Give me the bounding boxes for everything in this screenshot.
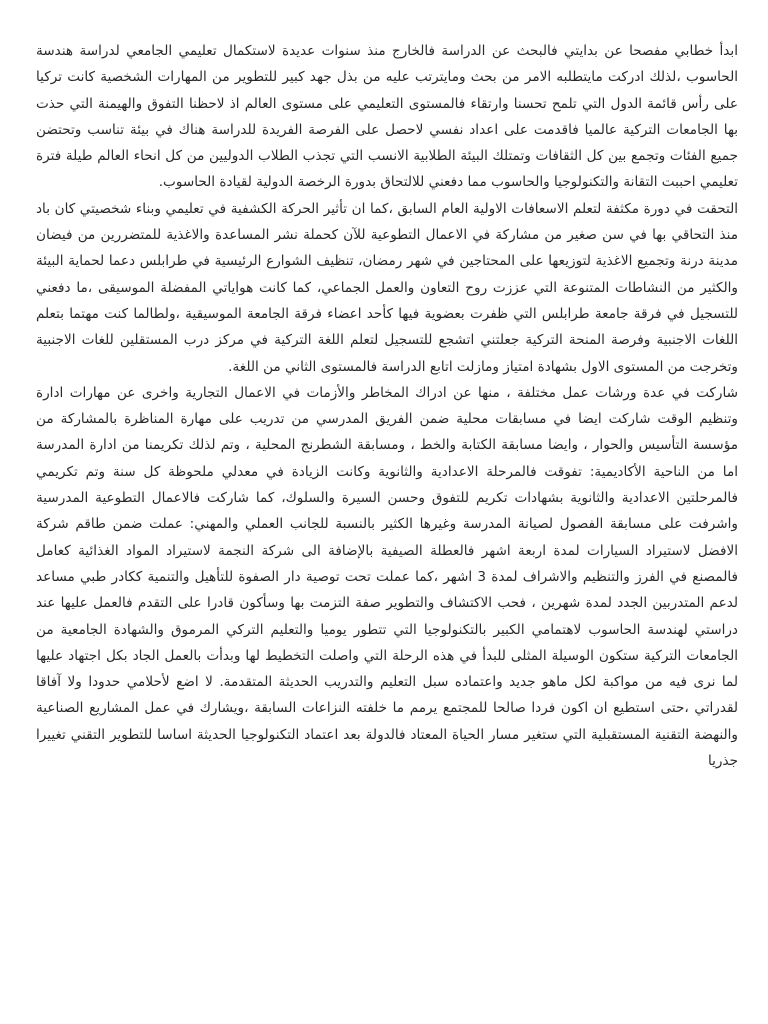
paragraph-activities: التحقت في دورة مكثفة لتعلم الاسعافات الاولية العام السابق ،كما ان تأثير الحركة الكشفية في تعليمي وبناء شخصيتي كان باد منذ التحاقي بها في سن صغير من مشاركة في الاعمال التطوعية للآن كحملة نشر المساعدة والاغذية للمتضررين من فيضان مدينة درنة وتجميع الاغذية لتوزيعها على المحتاجين في شهر رمضان، تنظيف الشوارع الرئيسية في طرابلس دعما لحماية البيئة والكثير من النشاطات المتنوعة التي عززت روح التعاون والعمل الجماعي، كما كانت هواياتي المفضلة الموسيقى ،ما دفعني للتسجيل في فرقة جامعة طرابلس التي ظفرت بعضوية فيها كأحد اعضاء فرقة الجامعة الموسيقية ،ولطالما كنت مهتما بتعلم اللغات الاجنبية وفرصة المنحة التركية جعلتني اتشجع للتسجيل لتعلم اللغة التركية في مركز درب المستقلين للغات الاجنبية وتخرجت من المستوى الاول بشهادة امتياز ومازلت اتابع الدراسة فالمستوى الثاني من اللغة. xyxy=(36,200,738,375)
paragraph-experience: شاركت في عدة ورشات عمل مختلفة ، منها عن ادراك المخاطر والأزمات في الاعمال التجارية واخرى عن مهارات ادارة وتنظيم الوقت شاركت ايضا في مسابقات محلية ضمن الفريق المدرسي من تدريب على مهارة المناظرة بالمشاركة من مؤسسة التأسيس والحوار ، وايضا مسابقة الكتابة والخط ، ومسابقة الشطرنج المحلية ، وتم لذلك تكريمنا من ادارة المدرسة اما من الناحية الأكاديمية: تفوقت فالمرحلة الاعدادية والثانوية وكانت الزيادة في معدلي ملحوظة كل سنة وتم تكريمي فالمرحلتين الاعدادية والثانوية بشهادات تكريم للتفوق وحسن السيرة والسلوك، كما شاركت فالاعمال التطوعية المدرسية واشرفت على مسابقة الفصول لصيانة المدرسة وغيرها الكثير بالنسبة للجانب العملي والمهني: عملت ضمن طاقم شركة الافضل لاستيراد السيارات لمدة اربعة اشهر فالعطلة الصيفية بالإضافة الى شركة النجمة لاستيراد المواد الغذائية كعامل فالمصنع في الفرز والتنظيم والاشراف لمدة 3 اشهر ،كما عملت تحت توصية دار الصفوة للتأهيل والتنمية ككادر طبي مساعد لدعم المتدربين الجدد لمدة شهرين ، فحب الاكتشاف والتطوير صفة التزمت بها وسأكون قادرا على التقدم فالعمل عليها عند دراستي لهندسة الحاسوب لاهتمامي الكبير بالتكنولوجيا التي تتطور يوميا والتعليم التركي المرموق والشهادة الجامعية من الجامعات التركية ستكون الوسيلة المثلى للبدأ في هذه الرحلة التي واصلت التخطيط لها وبدأت بالعمل الجاد بكل اجتهاد عليها لما نرى فيه من مواكبة لكل ماهو جديد واعتماده سبل التعليم والتدريب الحديثة المتقدمة. لا اضع لأحلامي حدودا ولا آفاقا لقدراتي ،حتى استطيع ان اكون فردا صالحا للمجتمع يرمم ما خلفته النزاعات السابقة ،ويشارك في عمل المشاريع الصناعية والنهضة التقنية المستقبلية التي ستغير مسار الحياة المعتاد فالدولة بعد اعتماد التكنولوجيا الحديثة اساسا للتطوير التقني تغييرا جذريا xyxy=(36,384,738,770)
paragraph-introduction: ابدأ خطابي مفصحا عن بدايتي فالبحث عن الدراسة فالخارج منذ سنوات عديدة لاستكمال تعليمي الجامعي لدراسة هندسة الحاسوب ،لذلك ادركت مايتطلبه الامر من بحث ومايترتب عليه من بذل جهد كبير للتطوير من المهارات الشخصية كانت تركيا على رأس قائمة الدول التي تلمح تحسنا وارتقاء فالمستوى التعليمي على مستوى العالم اذ لاحظنا التفوق والهيمنة التي حذت بها الجامعات التركية عالميا فاقدمت على اعداد نفسي لاحصل على الفرصة الفريدة للدراسة هناك في بيئة تناسب وتحتضن جميع الفئات وتجمع بين كل الثقافات وتمتلك البيئة الطلابية الانسب التي تجذب الطلاب الدوليين من كل انحاء العالم طيلة فترة تعليمي احببت التقانة والتكنولوجيا والحاسوب مما دفعني للالتحاق بدورة الرخصة الدولية لقيادة الحاسوب. xyxy=(36,43,738,191)
document-body xyxy=(36,38,738,774)
